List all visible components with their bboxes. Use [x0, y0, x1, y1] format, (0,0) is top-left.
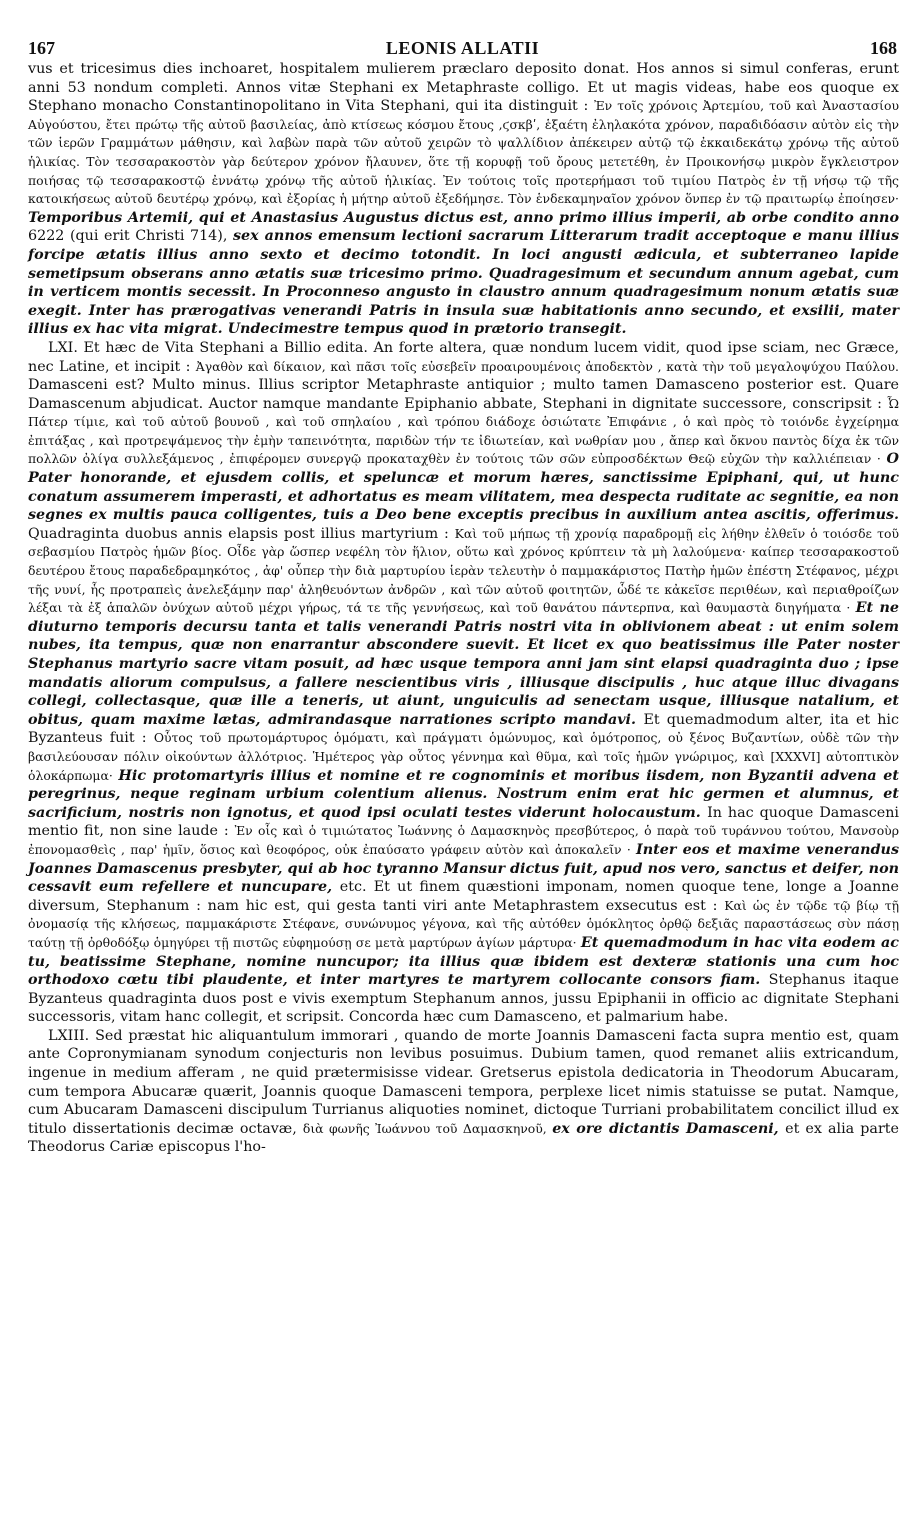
- body-text: Quadraginta duobus annis elapsis post illius martyrium :: [28, 525, 455, 542]
- body-text: LXIII. Sed præstat hic aliquantulum immorari , quando de morte Joannis Damasceni facta supra mentio est, quam ante Copronymianam synodum conjecturis non levibus posuimus. Dubium tamen, quod remanet aliis extricandum, ingenue in medium afferam , ne quid prætermisisse videar. Gretserus epistola dedicatoria in Theodorum Abucaram, cum tempora Abucaræ quærit, Joannis quoque Damasceni tempora, perplexe licet nimis statuisse se putat. Namque, cum Abucaram Damasceni discipulum Turrianus aliquoties nominet, dictoque Turriani probabilitatem concilict illud ex titulo dissertationis decimæ octavæ,: [28, 1027, 899, 1137]
- body-text: Et quemadmodum alter, ita et hic Byzanteus fuit :: [28, 711, 900, 747]
- greek-quotation: Ὦ Πάτερ τίμιε, καὶ τοῦ αὐτοῦ βουνοῦ , καὶ τοῦ σπηλαίου , καὶ τρόπου διάδοχε ὁσιώτατε Ἐπιφάνιε , ὁ καὶ πρὸς τὸ τοιόνδε ἐγχείρημα ἐπιτάξας , καὶ προτρεψάμενος τὴν ἐμὴν ταπεινότητα, παριδὼν τήν τε ἰδιωτείαν, καὶ νωθρίαν μου , ἄπερ καὶ ὄκνου παντὸς δίχα ἐκ τῶν πολλῶν ὀλίγα συλλεξάμενος , ἐπιφέρομεν συνεργῷ προκαταχθὲν ἐν τούτοις τῶν σῶν εὐπροσδέκτων Θεῷ εὐχῶν τὴν καλλιέπειαν ·: [28, 395, 899, 467]
- latin-translation: Temporibus Artemii, qui et Anastasius Augustus dictus est, anno primo illius imperii, ab orbe condito anno: [28, 209, 899, 226]
- latin-translation: sex annos emensum lectioni sacrarum Litterarum tradit acceptoque e manu illius forcipe ætatis illius anno sexto et decimo totondit. In loci angusti ædicula, et subterraneo lapide semetipsum obserans anno ætatis suæ tricesimo primo. Quadragesimum et secundum annum agebat, cum in verticem montis secessit. In Proconneso angusto in claustro annum quadragesimum nonum ætatis suæ exegit. Inter has prærogativas venerandi Patris in insula suæ habitationis anno secundo, et exsilii, mater illius ex hac vita migrat. Undecimestre tempus quod in prætorio transegit.: [28, 228, 899, 338]
- latin-translation: Et ne diuturno temporis decursu tanta et talis venerandi Patris nostri vita in oblivionem abeat : ut enim solem nubes, ita tempus, quæ non enarrantur abscondere suevit. Et licet ex quo beatissimus ille Pater noster Stephanus martyrio sacre vitam posuit, ad hæc usque tempora anni jam sint elapsi quadraginta duo ; ipse mandatis aliorum compulsus, a fallere nescientibus viris , illiusque discipulis , huc atque illuc divagans collegi, collectasque, quæ ille a teneris, ut aiunt, unguiculis ad senectam usque, illiusque natalium, et obitus, quam maxime lætas, admirandasque narrationes scripto mandavi.: [28, 600, 899, 728]
- latin-translation: ex ore dictantis Damasceni,: [552, 1120, 786, 1137]
- paragraph: [28, 339, 899, 1027]
- greek-quotation: διὰ φωνῆς Ἰωάννου τοῦ Δαμασκηνοῦ,: [302, 1120, 553, 1136]
- paragraph: [28, 1027, 899, 1157]
- body-text: LXI. Et hæc de Vita Stephani a Billio edita. An forte altera, quæ nondum lucem vidit, quod ipse sciam, nec Græce, nec Latine, et incipit :: [28, 339, 899, 375]
- page-number-left: 167: [28, 38, 55, 58]
- body-text: Stephanus itaque Byzanteus quadraginta duos post e vivis exemptum Stephanum annos, jussu Epiphanii in officio ac dignitate Stephani successoris, vitam hanc collegit, et scripsit. Concorda hæc cum Damasceno, et palmarium habe.: [28, 972, 899, 1026]
- paragraph: [28, 60, 899, 339]
- greek-quotation: Καὶ τοῦ μήπως τῇ χρονίᾳ παραδρομῇ εἰς λήθην ἐλθεῖν ὁ τοιόσδε τοῦ σεβασμίου Πατρὸς ἡμῶν βίος. Οἶδε γὰρ ὥσπερ νεφέλη τὸν ἥλιον, οὕτω καὶ χρόνος κρύπτειν τὰ μὴ λαλούμενα· καίπερ τεσσαρακοστοῦ δευτέρου ἔτους παραδεδραμηκότος , ἀφ' οὗπερ τὴν διὰ μαρτυρίου ἱερὰν τελευτὴν ὁ παμμακάριστος Πατὴρ ἡμῶν ἐπέστη Στέφανος, μέχρι τῆς νυνί, ἧς προτραπεὶς ἀνελεξάμην παρ' ἀληθευόντων ἀνδρῶν , καὶ τῶν αὐτοῦ φοιτητῶν, ὧδέ τε κἀκεῖσε περιθέων, καὶ περιαθροίζων λέξαι τὰ ἐξ ἁπαλῶν ὀνύχων αὐτοῦ μέχρι γήρως, τά τε τῆς γεννήσεως, καὶ τοῦ θανάτου πάντερπνα, καὶ θαυμαστὰ διηγήματα ·: [28, 525, 900, 616]
- latin-translation: Et quemadmodum in hac vita eodem ac tu, beatissime Stephane, nomine nuncupor; ita illius quæ ibidem est dexteræ stationis una cum hoc orthodoxo cœtu tibi plaudente, et inter martyres te martyrem collocante consors fiam.: [28, 934, 899, 989]
- latin-translation: Hic protomartyris illius et nomine et re cognominis et moribus iisdem, non Byzantii advena et peregrinus, neque reginam urbium colentium alienus. Nostrum enim erat hic germen et alumnus, et sacrificium, nostris non ignotus, et quod ipsi oculati testes viderunt holocaustum.: [28, 767, 899, 821]
- page-header: [28, 38, 897, 60]
- latin-translation: O Pater honorande, et ejusdem collis, et speluncæ et morum hæres, sanctissime Epiphani, qui, ut hunc conatum assumerem imperasti, et adhortatus es meam vilitatem, mea despecta ruditate ac segnitie, ea non segnes ex multis pauca colligentes, tuis a Deo bene exceptis precibus in auxilium antea ascitis, offerimus.: [28, 451, 899, 524]
- running-title: LEONIS ALLATII: [385, 38, 540, 58]
- greek-quotation: Οὗτος τοῦ πρωτομάρτυρος ὁμόματι, καὶ πράγματι ὁμώνυμος, καὶ ὁμότροπος, οὐ ξένος Βυζαντίων, οὐδὲ τῶν τὴν βασιλεύουσαν πόλιν οἰκούντων ἀλλότριος. Ἡμέτερος γὰρ οὗτος γέννημα καὶ θῦμα, καὶ τοῖς ἡμῶν γνώριμος, καὶ [XXXVI] αὐτοπτικὸν ὁλοκάρπωμα·: [28, 730, 899, 783]
- body-text: Damasceni est? Multo minus. Illius scriptor Metaphraste antiquior ; multo tamen Damasceno posterior est. Quare Damascenum abjudicat. Auctor namque mandante Epiphanio abbate, Stephani in dignitate successore, conscripsit :: [28, 377, 899, 412]
- greek-quotation: Καὶ ὡς ἐν τῷδε τῷ βίῳ τῇ ὀνομασίᾳ τῆς κλήσεως, παμμακάριστε Στέφανε, συνώνυμος γέγονα, καὶ τῆς αὐτόθεν ὁμόκλητος ὀρθῷ δεξιᾶς παραστάσεως σὺν πάσῃ ταύτῃ τῇ ὀρθοδόξῳ ὁμηγύρει τῇ πιστῶς εὐφημούσῃ σε μετὰ μαρτύρων ἁγίων μάρτυρα·: [28, 897, 899, 950]
- latin-translation: Inter eos et maxime venerandus Joannes Damascenus presbyter, qui ab hoc tyranno Mansur dictus fuit, apud nos vero, sanctus et deifer, non cessavit eum refellere et nuncupare,: [28, 841, 900, 896]
- body-text: vus et tricesimus dies inchoaret, hospitalem mulierem præclaro deposito donat. Hos annos si simul conferas, erunt anni 53 nondum completi. Annos vitæ Stephani ex Metaphraste colligo. Et ut magis videas, habe eos quoque ex Stephano monacho Constantinopolitano in Vita Stephani, qui ita distinguit :: [28, 61, 899, 115]
- greek-quotation: Ἀγαθὸν καὶ δίκαιον, καὶ πᾶσι τοῖς εὐσεβεῖν προαιρουμένοις ἀποδεκτὸν , κατὰ τὴν τοῦ μεγαλοψύχου Παύλου.: [195, 358, 899, 374]
- page-number-right: 168: [870, 38, 897, 58]
- greek-quotation: Ἐν τοῖς χρόνοις Ἀρτεμίου, τοῦ καὶ Ἀναστασίου Αὐγούστου, ἔτει πρώτῳ τῆς αὐτοῦ βασιλείας, ἀπὸ κτίσεως κόσμου ἔτους ,ϛσκβʹ, ἑξαέτη ἐληλακότα χρόνον, παραδιδόασιν αὐτὸν εἰς τὴν τῶν ἱερῶν Γραμμάτων μάθησιν, καὶ λαβὼν παρὰ τῶν αὐτοῦ χειρῶν τὸ ψαλλίδιον ἀπέκειρεν αὐτῷ τῷ ἐκκαιδεκάτῳ χρόνῳ τῆς αὐτοῦ ἡλικίας. Τὸν τεσσαρακοστὸν γὰρ δεύτερον χρόνον ἤλαυνεν, ὅτε τῇ κορυφῇ τοῦ ὄρους μετετέθη, ἐν Προικονήσῳ μικρὸν ἔγκλειστρον ποιήσας τῷ τεσσαρακοστῷ ἐννάτῳ χρόνῳ τῆς αὐτοῦ ἡλικίας. Ἐν τούτοις τοῖς προτερήμασι τοῦ τιμίου Πατρὸς ἐν τῇ νήσῳ τῷ τῆς κατοικήσεως αὐτοῦ δευτέρῳ χρόνῳ, καὶ ἐξορίας ἡ μήτηρ αὐτοῦ ἐξεδήμησε. Τὸν ἑνδεκαμηναῖον χρόνον ὅνπερ ἐν τῷ πραιτωρίῳ ἐποίησεν·: [28, 98, 900, 207]
- body-text: In hac quoque Damasceni mentio fit, non sine laude :: [28, 804, 899, 840]
- body-text: et ex alia parte Theodorus Cariæ episcopus l'ho-: [28, 1120, 899, 1156]
- page-body: [28, 60, 899, 1157]
- body-text: 6222 (qui erit Christi 714),: [28, 228, 233, 245]
- body-text: etc. Et ut finem quæstioni imponam, nomen quoque tene, longe a Joanne diversum, Stephanum : nam hic est, qui gesta tanti viri ante Metaphrastem exsecutus est :: [28, 879, 899, 914]
- greek-quotation: Ἐν οἷς καὶ ὁ τιμιώτατος Ἰωάννης ὁ Δαμασκηνὸς πρεσβύτερος, ὁ παρὰ τοῦ τυράννου τούτου, Μανσοὺρ ἐπονομασθεὶς , παρ' ἡμῖν, ὅσιος καὶ θεοφόρος, οὐκ ἐπαύσατο γράφειν αὐτὸν καὶ ἀποκαλεῖν ·: [28, 823, 899, 857]
